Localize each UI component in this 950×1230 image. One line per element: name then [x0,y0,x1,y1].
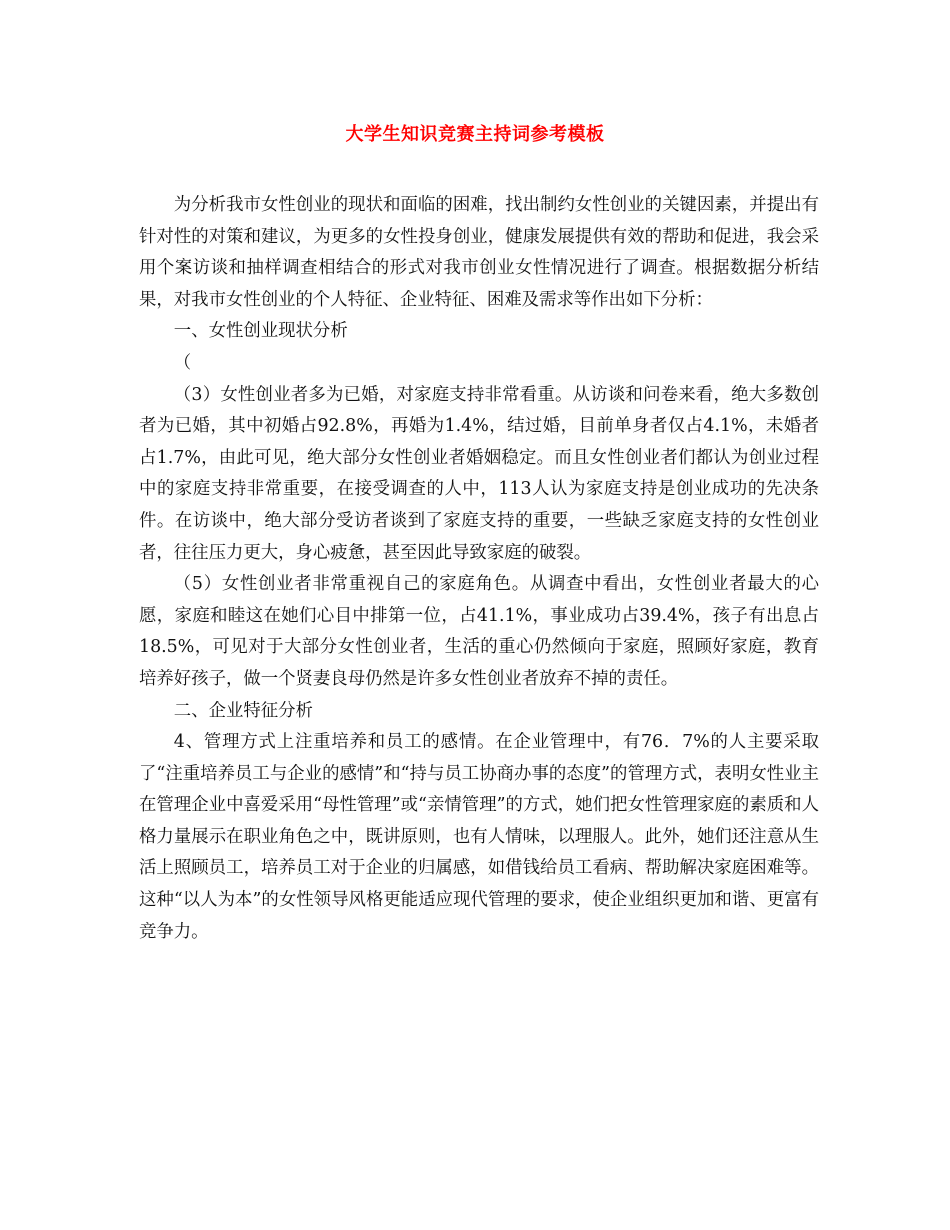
paragraph-marriage: （3）女性创业者多为已婚，对家庭支持非常看重。从访谈和问卷来看，绝大多数创者为已婚，其中初婚占92.8%，再婚为1.4%，结过婚，目前单身者仅占4.1%，未婚者占1.7%，由此可见，绝大部分女性创业者婚姻稳定。而且女性创业者们都认为创业过程中的家庭支持非常重要，在接受调查的人中，113人认为家庭支持是创业成功的先决条件。在访谈中，绝大部分受访者谈到了家庭支持的重要，一些缺乏家庭支持的女性创业者，往往压力更大，身心疲惫，甚至因此导致家庭的破裂。 [139,384,819,563]
stray-bracket-line: （ [173,352,192,373]
section-heading-status: 一、女性创业现状分析 [173,321,348,342]
intro-paragraph: 为分析我市女性创业的现状和面临的困难，找出制约女性创业的关键因素，并提出有针对性的对策和建议，为更多的女性投身创业，健康发展提供有效的帮助和促进，我会采用个案访谈和抽样调查相结合的形式对我市创业女性情况进行了调查。根据数据分析结果，对我市女性创业的个人特征、企业特征、困难及需求等作出如下分析： [139,195,819,310]
document-body [139,190,819,948]
document-title: 大学生知识竞赛主持词参考模板 [345,124,605,145]
paragraph-management: 4、管理方式上注重培养和员工的感情。在企业管理中，有76．7%的人主要采取了“注重培养员工与企业的感情”和“持与员工协商办事的态度”的管理方式，表明女性业主在管理企业中喜爱采用“母性管理”或“亲情管理”的方式，她们把女性管理家庭的素质和人格力量展示在职业角色之中，既讲原则，也有人情味，以理服人。此外，她们还注意从生活上照顾员工，培养员工对于企业的归属感，如借钱给员工看病、帮助解决家庭困难等。这种“以人为本”的女性领导风格更能适应现代管理的要求，使企业组织更加和谐、更富有竞争力。 [139,732,819,942]
paragraph-family-role: （5）女性创业者非常重视自己的家庭角色。从调查中看出，女性创业者最大的心愿，家庭和睦这在她们心目中排第一位，占41.1%，事业成功占39.4%，孩子有出息占18.5%，可见对于大部分女性创业者，生活的重心仍然倾向于家庭，照顾好家庭，教育培养好孩子，做一个贤妻良母仍然是许多女性创业者放弃不掉的责任。 [139,574,819,689]
section-heading-enterprise: 二、企业特征分析 [173,700,313,721]
